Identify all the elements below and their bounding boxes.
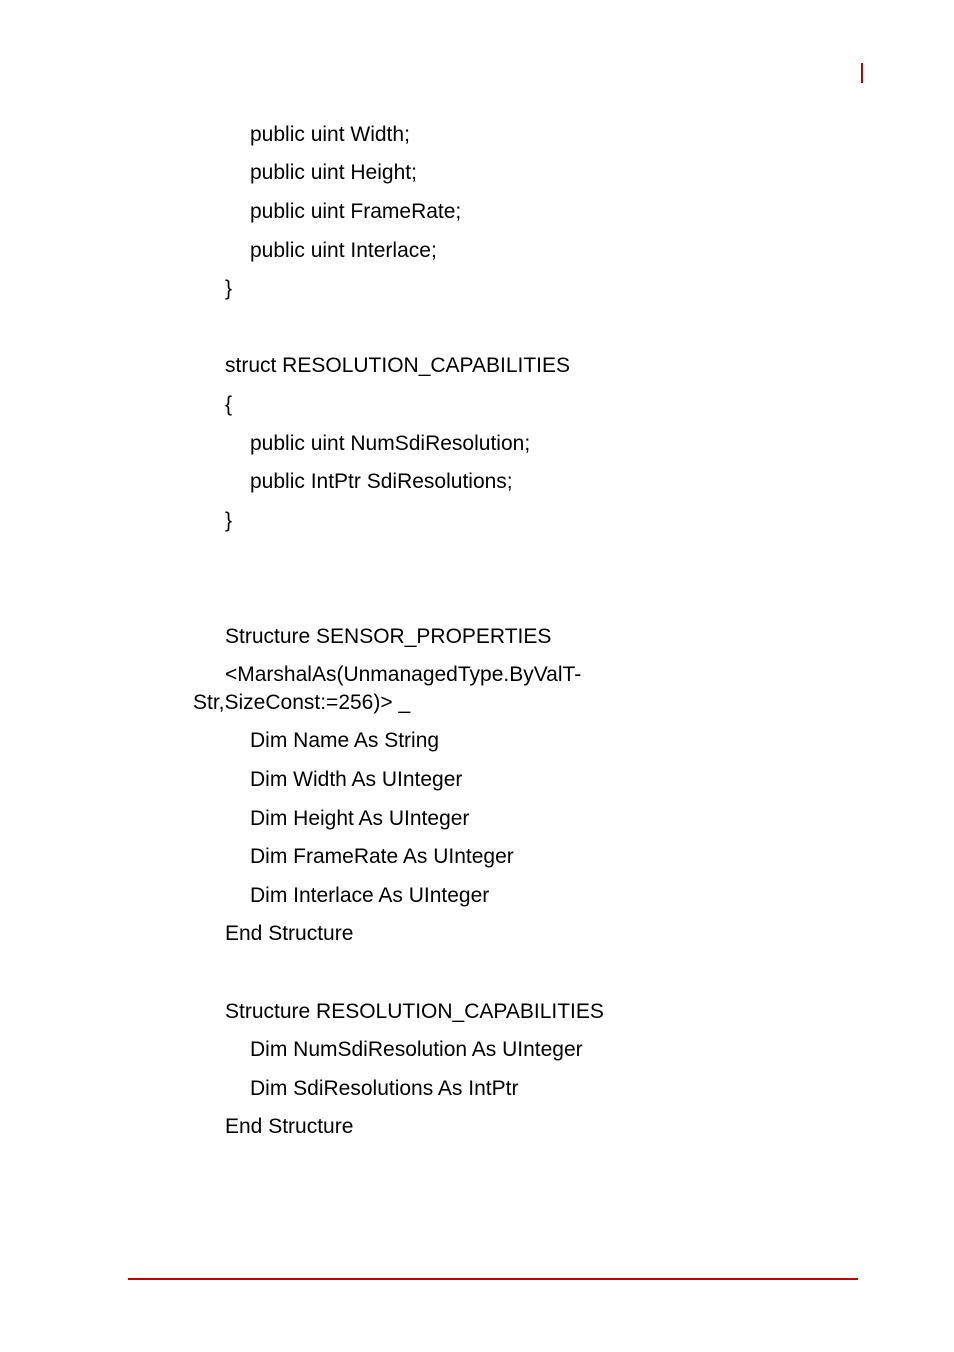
code-line: } xyxy=(225,277,233,300)
code-line: public uint NumSdiResolution; xyxy=(250,432,531,455)
code-line: Dim Name As String xyxy=(250,729,440,752)
footer-divider xyxy=(128,1278,858,1280)
code-line: struct RESOLUTION_CAPABILITIES xyxy=(225,354,571,377)
code-line: Dim NumSdiResolution As UInteger xyxy=(250,1038,583,1061)
code-line: Dim Interlace As UInteger xyxy=(250,884,490,907)
code-line: public uint Interlace; xyxy=(250,239,437,262)
code-line: Str,SizeConst:=256)> _ xyxy=(193,691,411,714)
code-line: public uint FrameRate; xyxy=(250,200,462,223)
header-accent-mark xyxy=(861,63,863,83)
code-line: public uint Height; xyxy=(250,161,417,184)
code-line: Structure SENSOR_PROPERTIES xyxy=(225,625,552,648)
code-line: { xyxy=(225,393,233,416)
code-line: Dim SdiResolutions As IntPtr xyxy=(250,1077,519,1100)
code-line: Structure RESOLUTION_CAPABILITIES xyxy=(225,1000,604,1023)
code-line: End Structure xyxy=(225,922,354,945)
code-line: public uint Width; xyxy=(250,123,410,146)
code-line: public IntPtr SdiResolutions; xyxy=(250,470,513,493)
code-line: } xyxy=(225,509,233,532)
code-line: <MarshalAs(UnmanagedType.ByValT- xyxy=(225,663,582,686)
code-line: End Structure xyxy=(225,1115,354,1138)
code-line: Dim FrameRate As UInteger xyxy=(250,845,514,868)
code-line: Dim Width As UInteger xyxy=(250,768,463,791)
code-line: Dim Height As UInteger xyxy=(250,807,470,830)
